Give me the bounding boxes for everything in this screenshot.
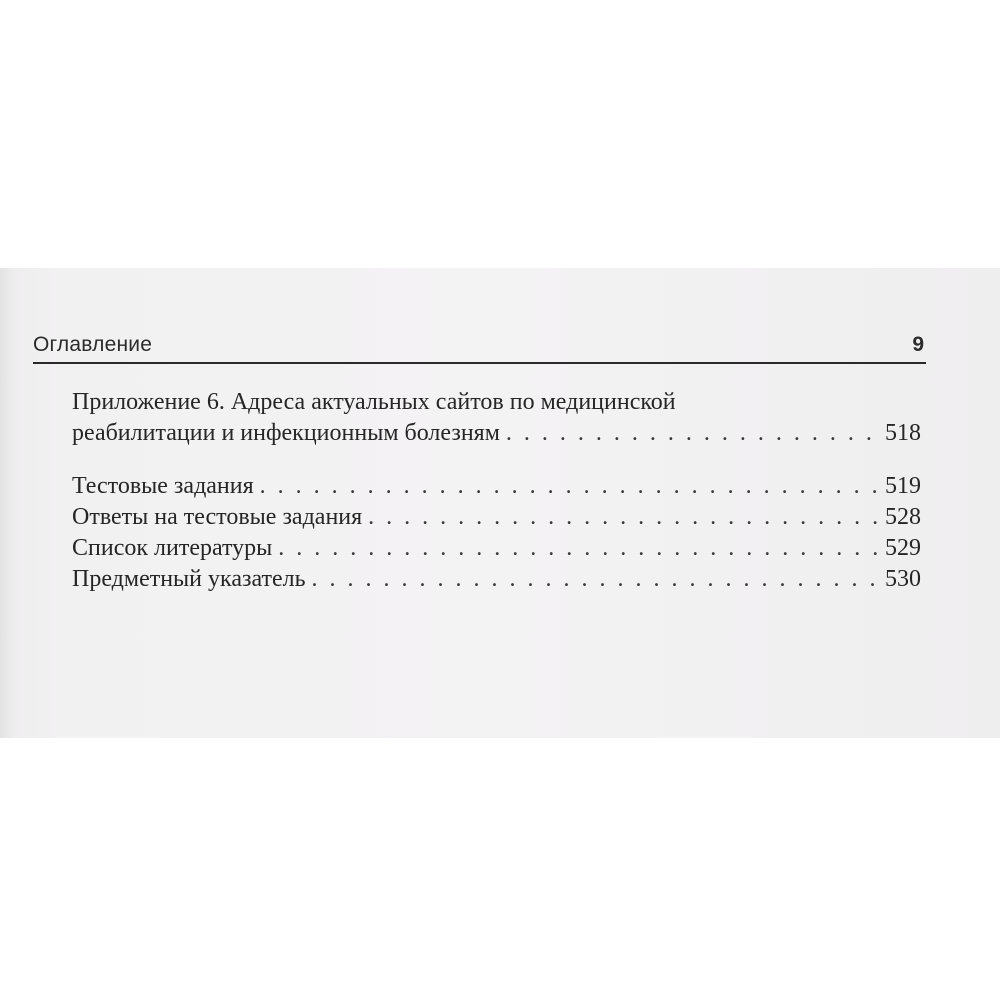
toc-entry-title: реабилитации и инфекционным болезням: [72, 420, 500, 446]
toc-entry-title: Тестовые задания: [72, 473, 254, 499]
toc-entry-test-tasks[interactable]: [72, 471, 921, 502]
toc-entry-appendix-6-line-2[interactable]: [72, 418, 921, 449]
header-title: Оглавление: [33, 333, 153, 356]
toc-entry-subject-index[interactable]: [72, 564, 921, 595]
toc-entry-page: 530: [885, 566, 921, 592]
running-header: [33, 330, 926, 364]
toc-entry-answers[interactable]: [72, 502, 921, 533]
toc-dot-leader: [312, 564, 879, 595]
toc-entry-page: 529: [885, 535, 921, 561]
toc-entry-title: Предметный указатель: [72, 566, 306, 592]
toc-entry-page: 518: [885, 420, 921, 446]
toc-entry-title: Список литературы: [72, 535, 273, 561]
toc-entry-appendix-6-line-1[interactable]: [72, 387, 921, 418]
toc-entry-title: Приложение 6. Адреса актуальных сайтов по медицинской: [72, 389, 676, 415]
toc-dot-leader: [278, 533, 879, 564]
toc-entry-references[interactable]: [72, 533, 921, 564]
toc-entry-title: Ответы на тестовые задания: [72, 504, 363, 530]
toc-entry-page: 528: [885, 504, 921, 530]
toc-dot-leader: [368, 502, 879, 533]
toc-dot-leader: [260, 471, 879, 502]
toc-entry-page: 519: [885, 473, 921, 499]
toc-dot-leader: [506, 418, 879, 449]
table-of-contents: [72, 387, 921, 595]
header-page-number: 9: [912, 333, 924, 356]
